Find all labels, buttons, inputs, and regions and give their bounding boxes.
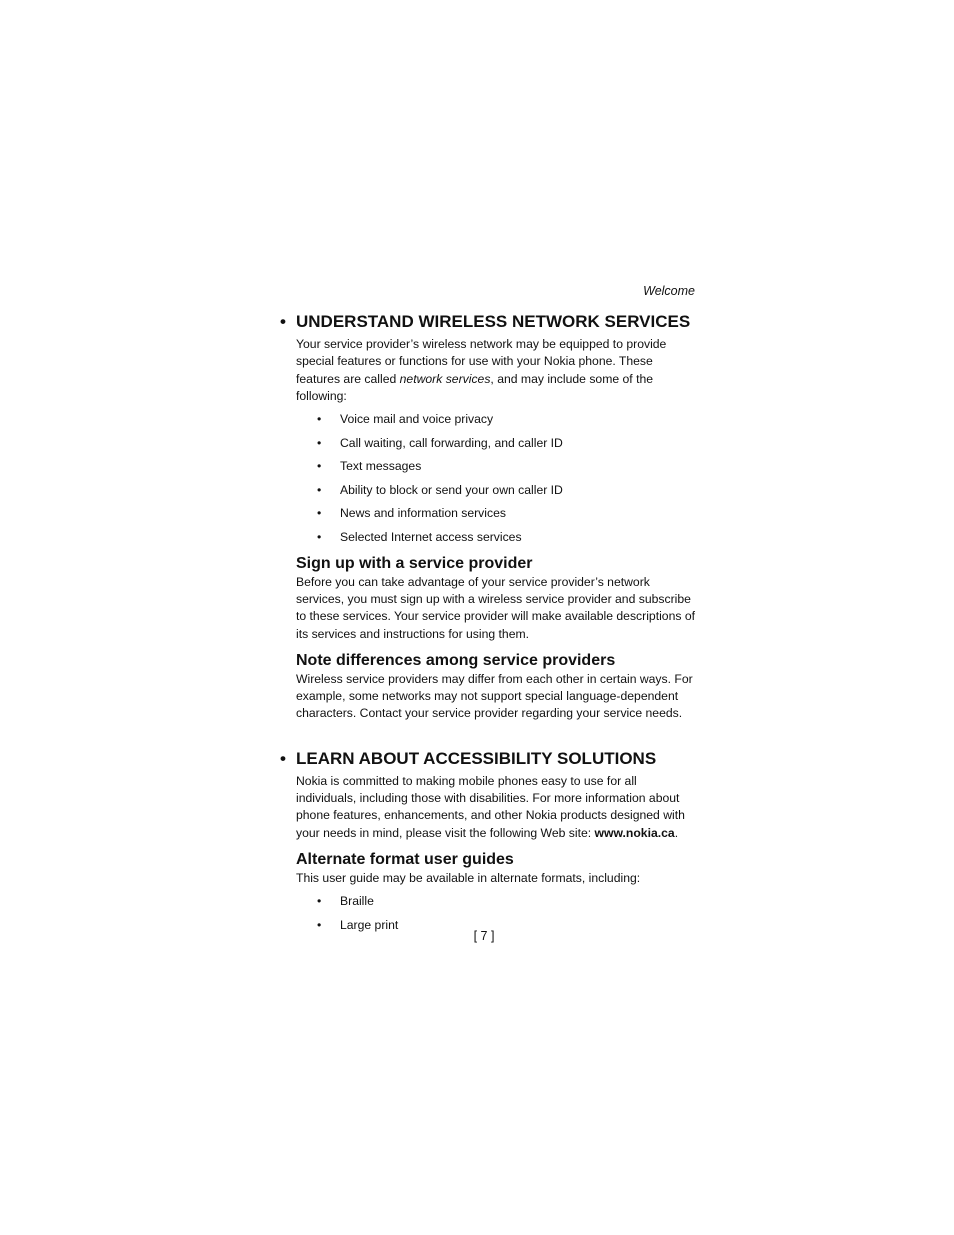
list-item <box>317 411 696 428</box>
list-item-text: News and information services <box>340 506 506 521</box>
list-item-text: Selected Internet access services <box>340 529 522 544</box>
subsection-heading-sign-up: Sign up with a service provider <box>296 554 533 572</box>
list-item <box>317 529 696 546</box>
intro-text-end: . <box>674 825 679 840</box>
intro-italic-term: network services <box>399 371 491 386</box>
list-bullet: • <box>317 435 322 450</box>
list-item-text: Ability to block or send your own caller ID <box>340 482 563 497</box>
list-bullet: • <box>317 482 322 497</box>
list-item <box>317 435 696 452</box>
list-item-text: Call waiting, call forwarding, and caller ID <box>340 435 563 450</box>
section-heading-accessibility <box>280 748 696 770</box>
intro-text-end: , and may include some of the following: <box>296 371 654 403</box>
list-bullet: • <box>317 506 322 521</box>
accessibility-intro <box>296 773 696 842</box>
list-bullet: • <box>317 412 322 427</box>
subsection-heading-differences: Note differences among service providers <box>296 651 616 669</box>
list-bullet: • <box>317 529 322 544</box>
list-item <box>317 458 696 475</box>
section-title: UNDERSTAND WIRELESS NETWORK SERVICES <box>296 312 691 331</box>
list-bullet: • <box>317 894 322 909</box>
running-header: Welcome <box>643 284 695 298</box>
page-number: [ 7 ] <box>473 929 495 943</box>
subsection-heading-alternate-format: Alternate format user guides <box>296 850 514 868</box>
network-services-list <box>280 411 696 546</box>
section-title: LEARN ABOUT ACCESSIBILITY SOLUTIONS <box>296 748 657 768</box>
intro-text: Your service provider’s wireless network may be equipped to provide special features or functions for use with your Nokia phone. These features are called <box>296 337 667 386</box>
section-heading-network-services <box>280 311 696 333</box>
list-item-text: Braille <box>340 894 374 909</box>
intro-text: Nokia is committed to making mobile phones easy to use for all individuals, including those with disabilities. For more information about phone features, enhancements, and other Nokia products designed with your needs in mind, please visit the following Web site: <box>296 773 685 840</box>
sign-up-body: Before you can take advantage of your service provider’s network services, you must sign up with a wireless service provider and subscribe to these services. Your service provider will make available descriptions of its services and instructions for using them. <box>296 574 695 641</box>
alternate-format-list <box>280 893 696 934</box>
list-item-text: Large print <box>340 917 399 932</box>
list-item <box>317 482 696 499</box>
list-item-text: Voice mail and voice privacy <box>340 412 494 427</box>
list-item <box>317 505 696 522</box>
list-bullet: • <box>317 917 322 932</box>
page-content <box>280 310 696 940</box>
heading-bullet: • <box>280 312 286 331</box>
heading-bullet: • <box>280 748 286 768</box>
list-item <box>317 893 696 910</box>
alternate-format-body: This user guide may be available in alternate formats, including: <box>296 870 641 885</box>
differences-body: Wireless service providers may differ from each other in certain ways. For example, some networks may not support special language-dependent characters. Contact your service provider regarding your service needs. <box>296 671 693 721</box>
network-services-intro <box>296 336 696 405</box>
nokia-website-link[interactable]: www.nokia.ca <box>594 825 675 840</box>
list-item-text: Text messages <box>340 459 422 474</box>
list-bullet: • <box>317 459 322 474</box>
